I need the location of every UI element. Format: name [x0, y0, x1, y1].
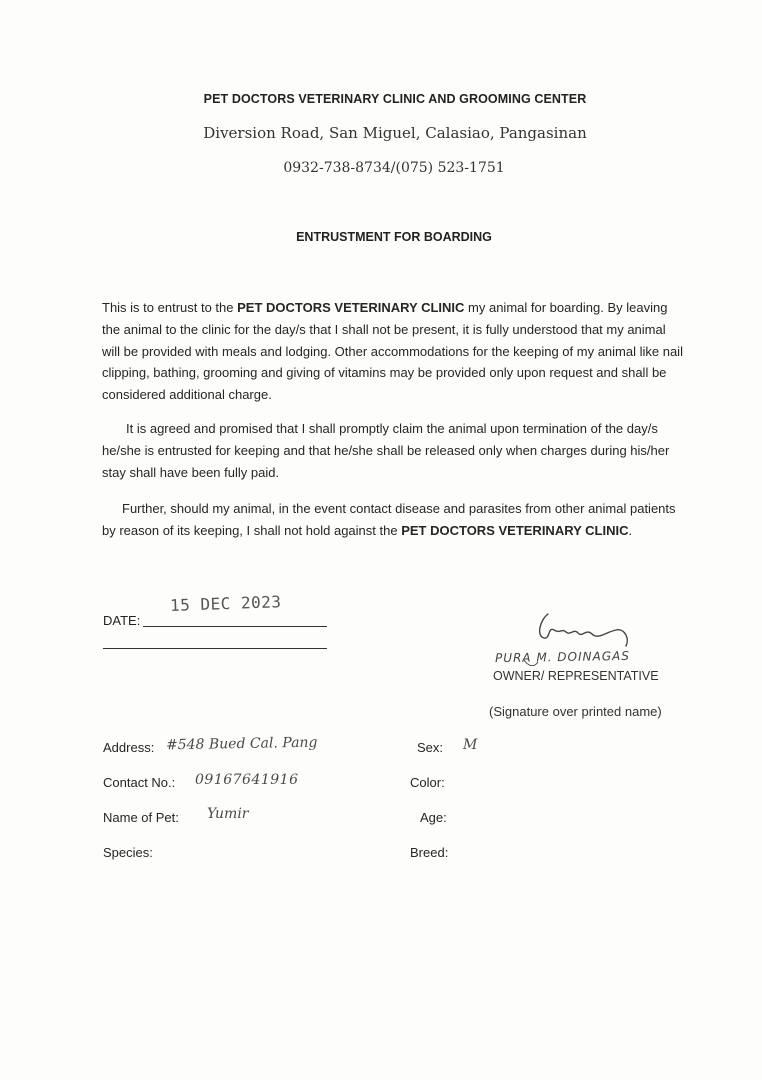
clinic-name: PET DOCTORS VETERINARY CLINIC AND GROOMING CENTER: [203, 92, 587, 106]
address-label: Address:: [103, 740, 155, 755]
date-line: [143, 626, 327, 627]
clinic-phone: 0932-738-8734/(075) 523-1751: [283, 160, 505, 176]
sex-label: Sex:: [417, 740, 444, 755]
p1-clinic-name: PET DOCTORS VETERINARY CLINIC: [237, 300, 465, 315]
color-label: Color:: [410, 775, 445, 790]
pet-name-value: Yumir: [207, 806, 249, 822]
p1-text-a: This is to entrust to the: [102, 300, 238, 315]
signature-caption: (Signature over printed name): [489, 704, 662, 719]
paragraph-entrustment: [102, 297, 687, 406]
contact-label: Contact No.:: [103, 775, 176, 790]
p1-text-b: my animal for boarding. By leaving the animal to the clinic for the day/s that I shall not be present, it is fully understood that my animal will be provided with meals and lodging. Other accommodations for the keeping of my animal like nail clipping, bathing, grooming and giving of vitamins may be provided only upon request and shall be considered additional charge.: [102, 300, 683, 403]
p3-text-b: .: [628, 522, 633, 538]
date-line-extra: [103, 648, 327, 649]
document-title: ENTRUSTMENT FOR BOARDING: [296, 230, 492, 244]
printed-name: PURA M. DOINAGAS: [494, 648, 631, 666]
paragraph-agreement: It is agreed and promised that I shall promptly claim the animal upon termination of the day/s he/she is entrusted for keeping and that he/she shall be released only when charges during his/her stay shall have been fully paid.: [102, 421, 670, 480]
breed-label: Breed:: [410, 845, 449, 860]
contact-value: 09167641916: [195, 772, 299, 788]
species-label: Species:: [103, 845, 153, 860]
sex-value: M: [463, 737, 478, 753]
age-label: Age:: [420, 810, 447, 825]
date-stamp: 15 DEC 2023: [169, 592, 282, 615]
date-label: DATE:: [103, 613, 141, 628]
owner-representative-label: OWNER/ REPRESENTATIVE: [493, 669, 659, 683]
clinic-address: Diversion Road, San Miguel, Calasiao, Pangasinan: [203, 124, 587, 142]
pet-name-label: Name of Pet:: [103, 810, 179, 825]
p3-clinic-name: PET DOCTORS VETERINARY CLINIC: [401, 522, 629, 538]
address-value: #548 Bued Cal. Pang: [165, 734, 318, 754]
paragraph-liability: [102, 498, 687, 542]
p3-text-a: Further, should my animal, in the event contact disease and parasites from other animal patients by reason of its keeping, I shall not hold against the: [102, 501, 676, 538]
